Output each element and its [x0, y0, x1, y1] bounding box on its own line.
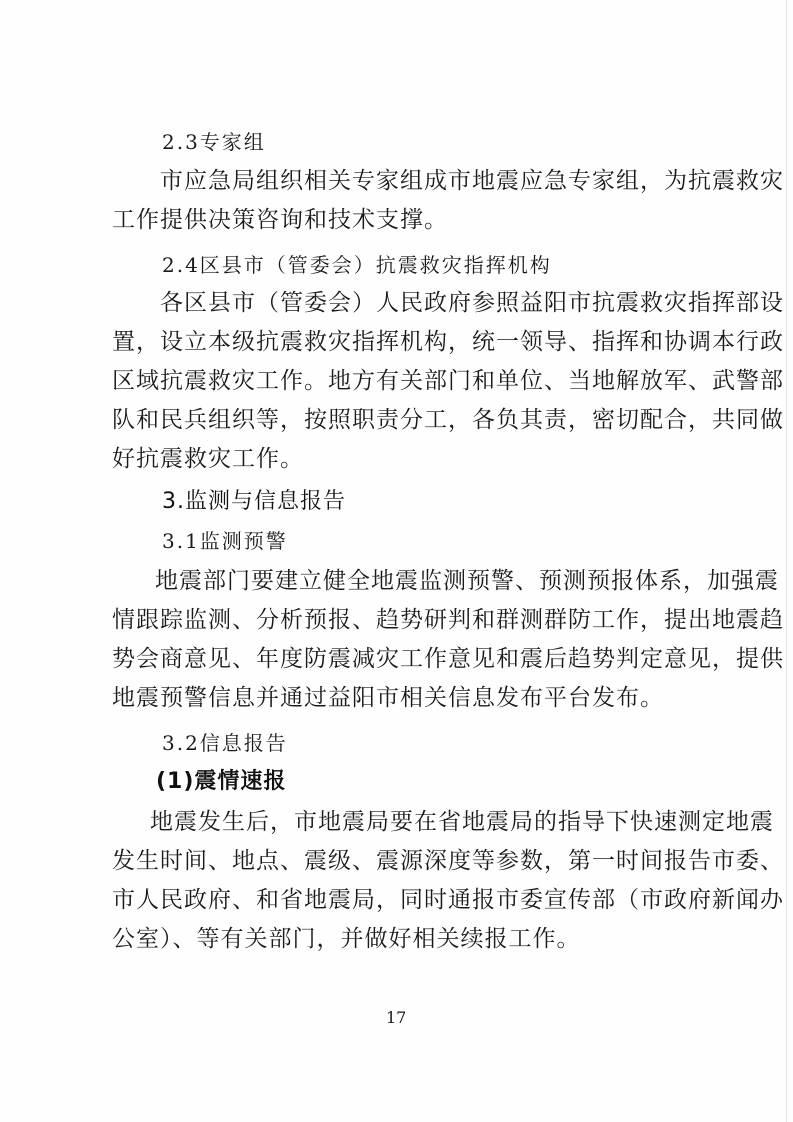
- paragraph-line: 公室）、等有关部门，并做好相关续报工作。: [112, 926, 581, 952]
- paragraph-line: 地震发生后，市地震局要在省地震局的指导下快速测定地震: [150, 809, 774, 835]
- heading-3-2: 3.2信息报告: [162, 731, 288, 755]
- page-number: 17: [386, 1008, 407, 1027]
- heading-2-3: 2.3专家组: [162, 130, 266, 154]
- paragraph-line: 市应急局组织相关专家组成市地震应急专家组，为抗震救灾: [160, 168, 784, 194]
- paragraph-line: 队和民兵组织等，按照职责分工，各负其责，密切配合，共同做: [112, 407, 784, 433]
- subheading-quake-report: (1)震情速报: [156, 769, 287, 794]
- paragraph-line: 市人民政府、和省地震局，同时通报市委宣传部（市政府新闻办: [112, 887, 784, 913]
- paragraph-line: 发生时间、地点、震级、震源深度等参数，第一时间报告市委、: [112, 848, 784, 874]
- paragraph-line: 区域抗震救灾工作。地方有关部门和单位、当地解放军、武警部: [112, 368, 784, 394]
- paragraph-line: 地震部门要建立健全地震监测预警、预测预报体系，加强震: [155, 568, 779, 594]
- heading-3-1: 3.1监测预警: [162, 529, 288, 553]
- paragraph-line: 情跟踪监测、分析预报、趋势研判和群测群防工作，提出地震趋: [112, 607, 784, 633]
- paragraph-line: 工作提供决策咨询和技术支撑。: [112, 207, 448, 233]
- paragraph-line: 地震预警信息并通过益阳市相关信息发布平台发布。: [112, 685, 664, 711]
- heading-2-4: 2.4区县市（管委会）抗震救灾指挥机构: [162, 253, 552, 277]
- paragraph-line: 好抗震救灾工作。: [112, 446, 304, 472]
- paragraph-line: 势会商意见、年度防震减灾工作意见和震后趋势判定意见，提供: [112, 646, 784, 672]
- heading-3: 3.监测与信息报告: [162, 489, 346, 514]
- page-edge-line: [786, 0, 787, 1122]
- paragraph-line: 置，设立本级抗震救灾指挥机构，统一领导、指挥和协调本行政: [112, 329, 784, 355]
- paragraph-line: 各区县市（管委会）人民政府参照益阳市抗震救灾指挥部设: [160, 290, 784, 316]
